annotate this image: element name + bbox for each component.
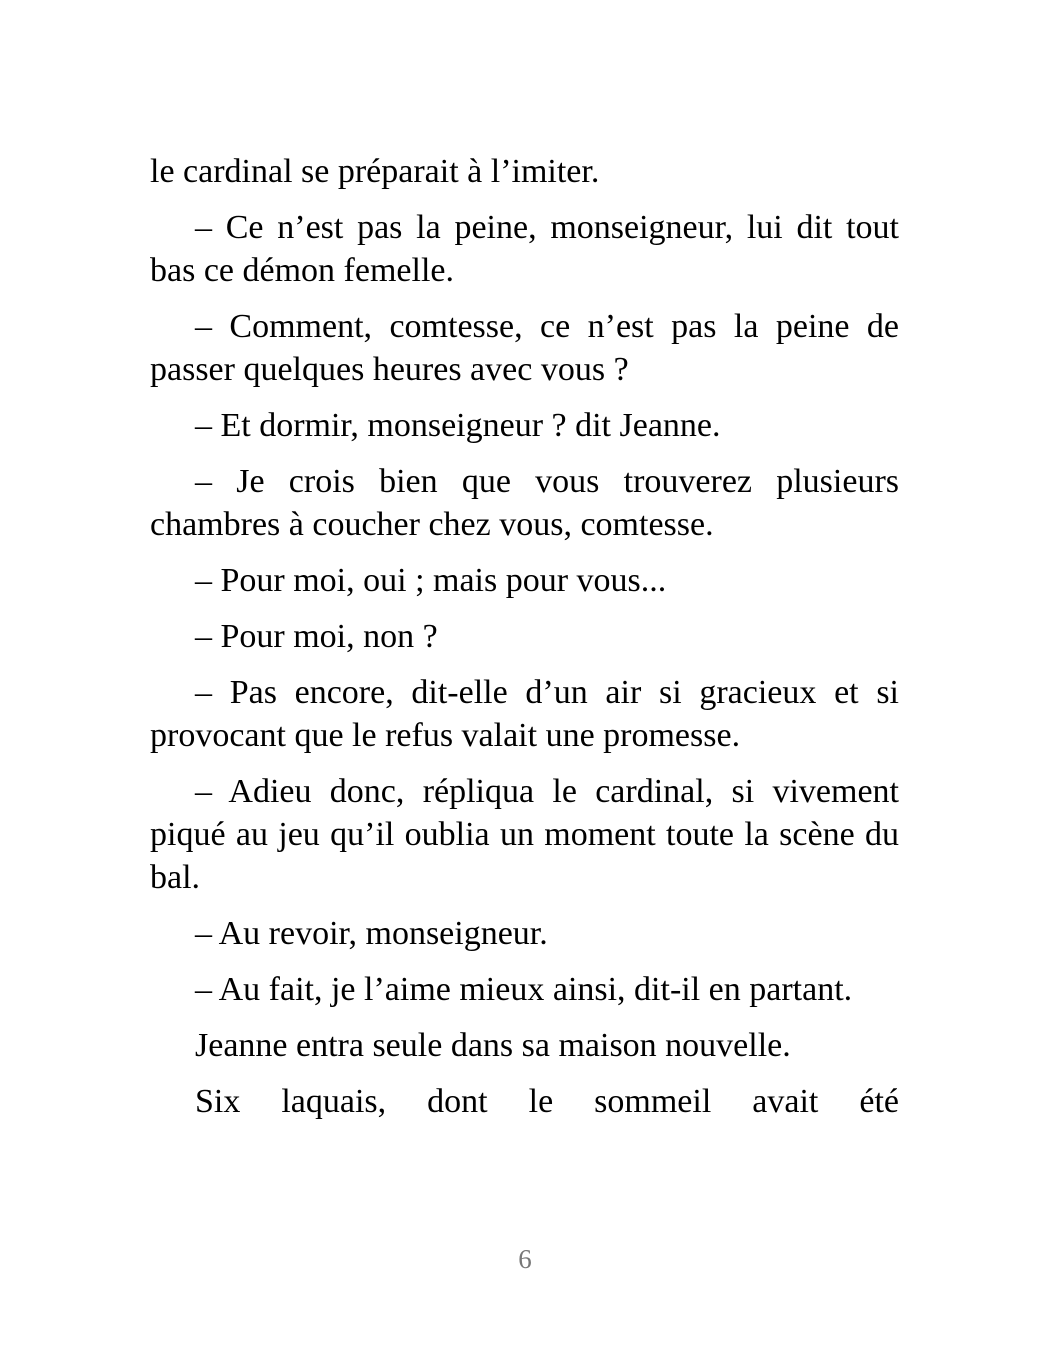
- dialogue-paragraph: – Et dormir, monseigneur ? dit Jeanne.: [195, 407, 721, 444]
- dialogue-paragraph: – Je crois bien que vous trouverez plusieurs chambres à coucher chez vous, comtesse.: [150, 463, 899, 543]
- narrative-paragraph-truncated: Six laquais, dont le sommeil avait été: [195, 1083, 899, 1120]
- narrative-paragraph: Jeanne entra seule dans sa maison nouvelle.: [195, 1027, 791, 1064]
- dialogue-paragraph: – Pas encore, dit-elle d’un air si gracieux et si provocant que le refus valait une promesse.: [150, 674, 899, 754]
- dialogue-paragraph: – Au revoir, monseigneur.: [195, 915, 548, 952]
- dialogue-paragraph: – Pour moi, non ?: [195, 618, 438, 655]
- dialogue-paragraph: – Pour moi, oui ; mais pour vous...: [195, 562, 667, 599]
- dialogue-paragraph: – Ce n’est pas la peine, monseigneur, lui dit tout bas ce démon femelle.: [150, 209, 899, 289]
- dialogue-paragraph: – Adieu donc, répliqua le cardinal, si vivement piqué au jeu qu’il oublia un moment toute la scène du bal.: [150, 773, 899, 896]
- paragraph-continuation: le cardinal se préparait à l’imiter.: [150, 153, 600, 190]
- body-text: [150, 150, 899, 1136]
- page-number: 6: [518, 1244, 532, 1274]
- dialogue-paragraph: – Comment, comtesse, ce n’est pas la peine de passer quelques heures avec vous ?: [150, 308, 899, 388]
- dialogue-paragraph: – Au fait, je l’aime mieux ainsi, dit-il en partant.: [195, 971, 853, 1008]
